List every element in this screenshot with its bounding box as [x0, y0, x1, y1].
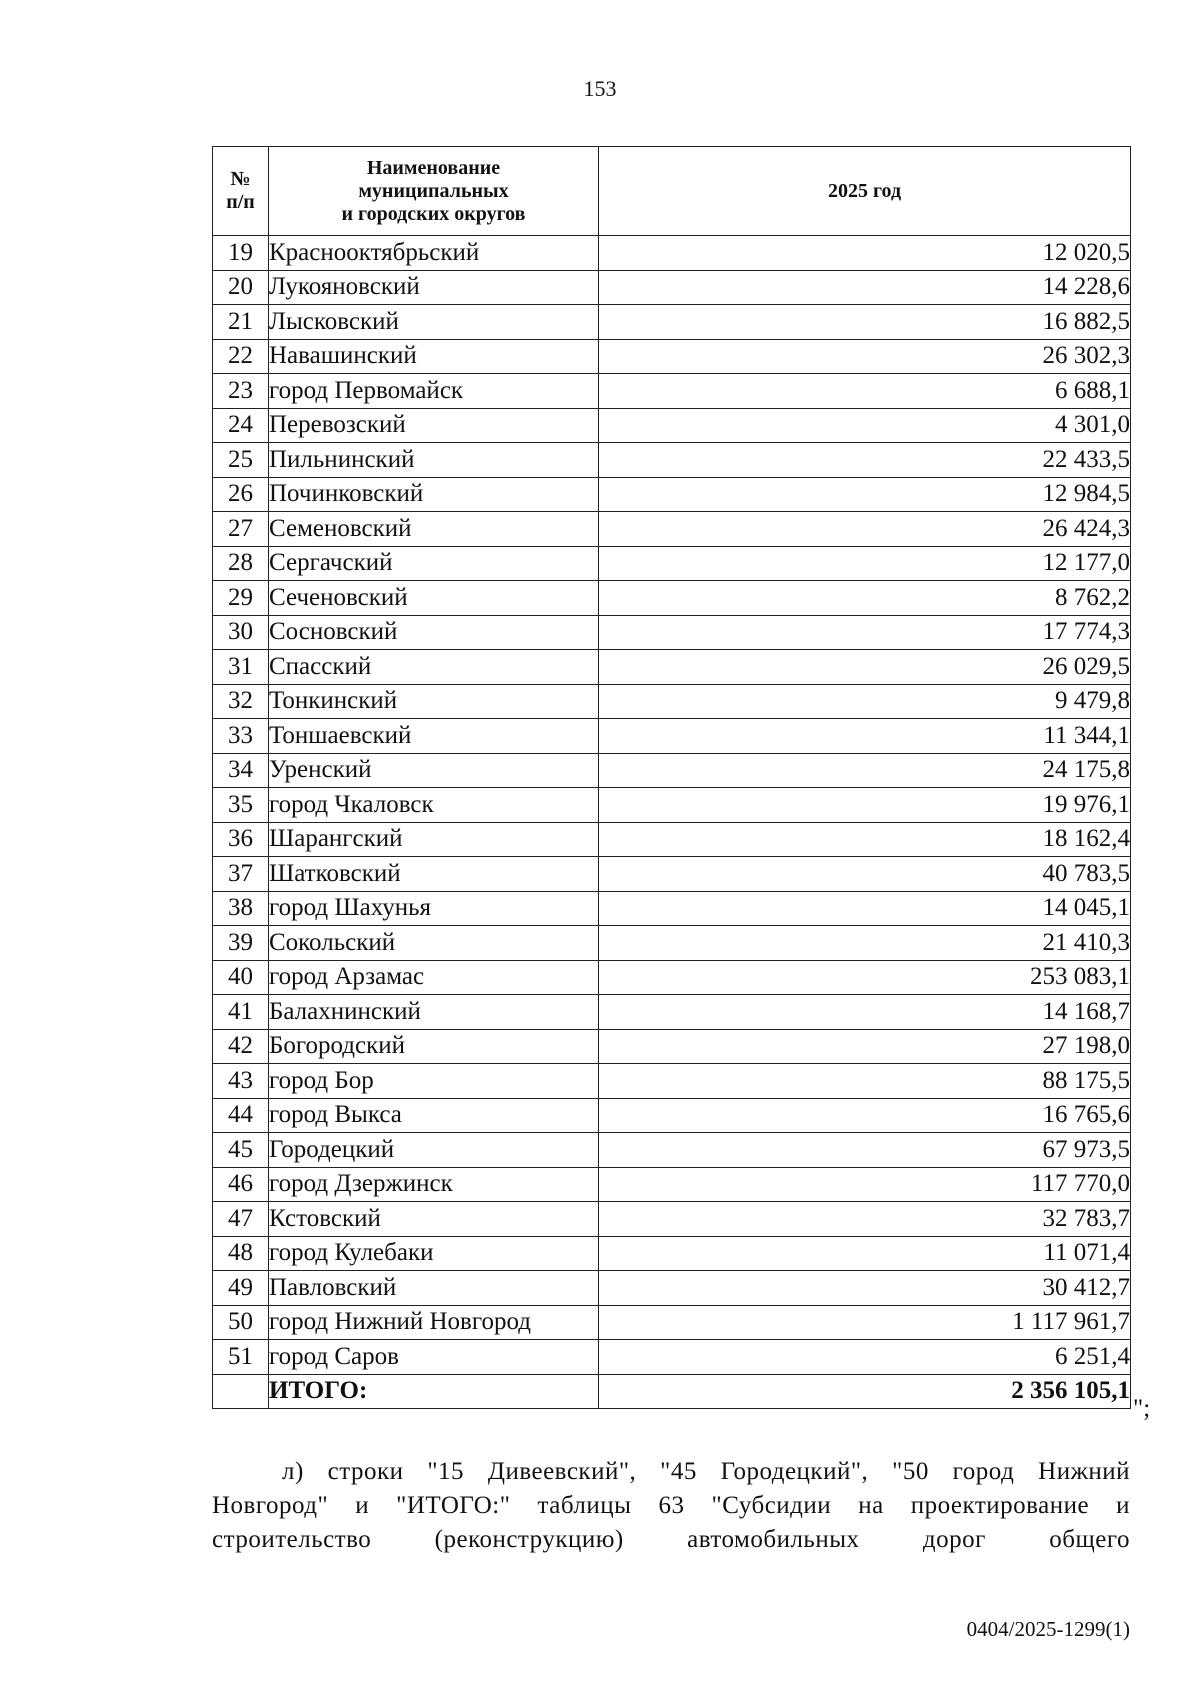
table-row	[213, 1167, 1131, 1202]
row-number: 37	[213, 857, 269, 892]
table-row	[213, 546, 1131, 581]
row-number: 38	[213, 891, 269, 926]
table-row	[213, 926, 1131, 961]
row-number: 39	[213, 926, 269, 961]
row-name: Павловский	[269, 1271, 599, 1306]
row-number: 25	[213, 443, 269, 478]
row-name: Сеченовский	[269, 581, 599, 616]
row-number: 33	[213, 719, 269, 754]
row-value: 26 424,3	[599, 512, 1131, 547]
table-row	[213, 305, 1131, 340]
header-name-line: и городских округов	[341, 202, 526, 225]
row-name: Кстовский	[269, 1202, 599, 1237]
row-number: 40	[213, 960, 269, 995]
row-name: Городецкий	[269, 1133, 599, 1168]
row-number: 43	[213, 1064, 269, 1099]
header-year: 2025 год	[599, 147, 1131, 236]
row-number: 24	[213, 408, 269, 443]
row-value: 18 162,4	[599, 822, 1131, 857]
row-value: 1 117 961,7	[599, 1305, 1131, 1340]
row-number: 34	[213, 753, 269, 788]
total-row	[213, 1374, 1131, 1409]
table-row	[213, 615, 1131, 650]
header-number-line: п/п	[226, 191, 255, 213]
subsidy-table	[212, 146, 1131, 1409]
table-row	[213, 1133, 1131, 1168]
row-value: 26 029,5	[599, 650, 1131, 685]
paragraph-line: л) строки "15 Дивеевский", "45 Городецкий", "50 город Нижний	[282, 1458, 1130, 1485]
row-value: 6 688,1	[599, 374, 1131, 409]
row-number: 26	[213, 477, 269, 512]
row-value: 14 168,7	[599, 995, 1131, 1030]
table-row	[213, 236, 1131, 271]
table-row	[213, 1098, 1131, 1133]
row-name: Перевозский	[269, 408, 599, 443]
row-value: 9 479,8	[599, 684, 1131, 719]
table-header-row	[213, 147, 1131, 236]
table-row	[213, 822, 1131, 857]
row-value: 21 410,3	[599, 926, 1131, 961]
table-row	[213, 443, 1131, 478]
table-row	[213, 995, 1131, 1030]
row-number: 50	[213, 1305, 269, 1340]
row-name: город Нижний Новгород	[269, 1305, 599, 1340]
row-number: 20	[213, 270, 269, 305]
row-name: Спасский	[269, 650, 599, 685]
row-number: 27	[213, 512, 269, 547]
table-row	[213, 374, 1131, 409]
row-name: город Бор	[269, 1064, 599, 1099]
row-value: 11 071,4	[599, 1236, 1131, 1271]
row-name: Краснооктябрьский	[269, 236, 599, 271]
header-name-line: муниципальных	[358, 179, 509, 202]
table-row	[213, 650, 1131, 685]
row-value: 8 762,2	[599, 581, 1131, 616]
amendment-paragraph	[212, 1455, 1130, 1557]
table-row	[213, 857, 1131, 892]
total-label: ИТОГО:	[269, 1374, 599, 1409]
row-name: Сокольский	[269, 926, 599, 961]
row-name: Тонкинский	[269, 684, 599, 719]
row-value: 12 984,5	[599, 477, 1131, 512]
table-row	[213, 788, 1131, 823]
row-value: 14 045,1	[599, 891, 1131, 926]
row-value: 27 198,0	[599, 1029, 1131, 1064]
row-number: 31	[213, 650, 269, 685]
table-row	[213, 753, 1131, 788]
row-number: 41	[213, 995, 269, 1030]
row-name: город Саров	[269, 1340, 599, 1375]
table-row	[213, 960, 1131, 995]
row-number: 28	[213, 546, 269, 581]
row-number: 21	[213, 305, 269, 340]
row-name: Сосновский	[269, 615, 599, 650]
row-number: 29	[213, 581, 269, 616]
row-value: 117 770,0	[599, 1167, 1131, 1202]
total-value: 2 356 105,1	[599, 1374, 1131, 1409]
row-name: город Первомайск	[269, 374, 599, 409]
row-name: Балахнинский	[269, 995, 599, 1030]
row-number: 23	[213, 374, 269, 409]
row-name: город Выкса	[269, 1098, 599, 1133]
row-value: 22 433,5	[599, 443, 1131, 478]
row-value: 19 976,1	[599, 788, 1131, 823]
table-row	[213, 1029, 1131, 1064]
row-number: 46	[213, 1167, 269, 1202]
table-row	[213, 1064, 1131, 1099]
row-value: 253 083,1	[599, 960, 1131, 995]
table-row	[213, 891, 1131, 926]
row-value: 32 783,7	[599, 1202, 1131, 1237]
row-number: 47	[213, 1202, 269, 1237]
table-row	[213, 719, 1131, 754]
table-row	[213, 477, 1131, 512]
table-row	[213, 339, 1131, 374]
row-number: 48	[213, 1236, 269, 1271]
row-value: 30 412,7	[599, 1271, 1131, 1306]
page-number: 153	[583, 76, 617, 101]
table-row	[213, 581, 1131, 616]
row-value: 16 882,5	[599, 305, 1131, 340]
row-name: Богородский	[269, 1029, 599, 1064]
table-row	[213, 1202, 1131, 1237]
row-number: 45	[213, 1133, 269, 1168]
row-name: Пильнинский	[269, 443, 599, 478]
row-name: Починковский	[269, 477, 599, 512]
row-value: 88 175,5	[599, 1064, 1131, 1099]
table-row	[213, 1271, 1131, 1306]
row-number: 30	[213, 615, 269, 650]
paragraph-line: строительство (реконструкцию) автомобильных дорог общего	[212, 1526, 1130, 1553]
row-name: Тоншаевский	[269, 719, 599, 754]
closing-quote: ";	[1133, 1395, 1151, 1422]
table-row	[213, 408, 1131, 443]
table-row	[213, 684, 1131, 719]
row-value: 6 251,4	[599, 1340, 1131, 1375]
document-code: 0404/2025-1299(1)	[966, 1617, 1130, 1641]
header-name-line: Наименование	[366, 156, 501, 179]
header-number-line: №	[230, 168, 251, 190]
table-row	[213, 270, 1131, 305]
total-number-cell	[213, 1374, 269, 1409]
table-row	[213, 1340, 1131, 1375]
row-number: 51	[213, 1340, 269, 1375]
row-value: 26 302,3	[599, 339, 1131, 374]
row-name: город Дзержинск	[269, 1167, 599, 1202]
row-value: 11 344,1	[599, 719, 1131, 754]
table-row	[213, 1236, 1131, 1271]
row-number: 42	[213, 1029, 269, 1064]
row-number: 44	[213, 1098, 269, 1133]
row-name: Шарангский	[269, 822, 599, 857]
header-number	[213, 147, 269, 236]
row-name: Семеновский	[269, 512, 599, 547]
row-name: город Арзамас	[269, 960, 599, 995]
row-value: 14 228,6	[599, 270, 1131, 305]
row-name: Лукояновский	[269, 270, 599, 305]
row-value: 67 973,5	[599, 1133, 1131, 1168]
table-row	[213, 512, 1131, 547]
row-name: Сергачский	[269, 546, 599, 581]
row-value: 40 783,5	[599, 857, 1131, 892]
row-name: город Шахунья	[269, 891, 599, 926]
row-number: 49	[213, 1271, 269, 1306]
row-value: 16 765,6	[599, 1098, 1131, 1133]
row-number: 19	[213, 236, 269, 271]
row-number: 32	[213, 684, 269, 719]
row-value: 17 774,3	[599, 615, 1131, 650]
row-name: город Чкаловск	[269, 788, 599, 823]
row-number: 35	[213, 788, 269, 823]
row-name: Шатковский	[269, 857, 599, 892]
row-value: 12 177,0	[599, 546, 1131, 581]
row-name: город Кулебаки	[269, 1236, 599, 1271]
table-row	[213, 1305, 1131, 1340]
header-name	[269, 147, 599, 236]
row-number: 36	[213, 822, 269, 857]
row-name: Навашинский	[269, 339, 599, 374]
row-name: Уренский	[269, 753, 599, 788]
row-number: 22	[213, 339, 269, 374]
paragraph-line: Новгород" и "ИТОГО:" таблицы 63 "Субсидии на проектирование и	[212, 1492, 1130, 1519]
row-value: 4 301,0	[599, 408, 1131, 443]
row-value: 24 175,8	[599, 753, 1131, 788]
row-name: Лысковский	[269, 305, 599, 340]
row-value: 12 020,5	[599, 236, 1131, 271]
